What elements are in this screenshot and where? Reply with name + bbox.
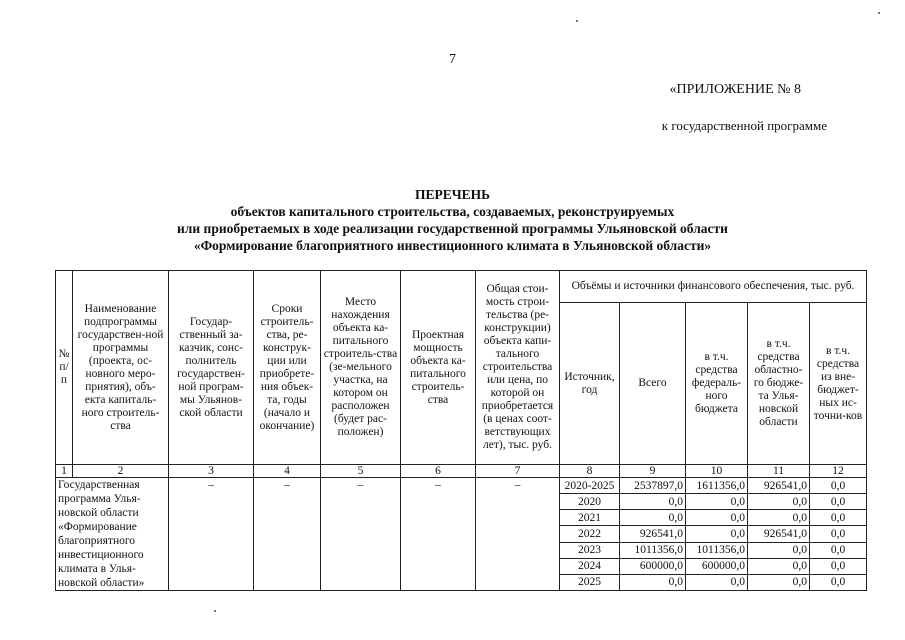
header-location: Место нахождения объекта ка-питального строитель-ства (зе-мельного участка, на котором он расположен (будет рас-положен) xyxy=(321,271,401,465)
column-number: 12 xyxy=(810,465,867,478)
header-terms: Сроки строитель-ства, ре-конструк-ции или приобрете-ния объек-та, годы (начало и окончание) xyxy=(254,271,321,465)
extrabudget-value: 0,0 xyxy=(810,542,867,558)
header-extrabudget: в т.ч. средства из вне-бюджет-ных ис-точни-ков xyxy=(810,303,867,465)
appendix-subtitle: к государственной программе xyxy=(661,118,827,133)
column-number: 10 xyxy=(686,465,748,478)
regional-value: 0,0 xyxy=(748,542,810,558)
header-finance-group: Объёмы и источники финансового обеспечения, тыс. руб. xyxy=(560,271,867,303)
column-number: 3 xyxy=(169,465,254,478)
heading-line-2: объектов капитального строительства, создаваемых, реконструируемых xyxy=(230,204,675,219)
scan-speck xyxy=(878,12,880,14)
total-value: 600000,0 xyxy=(620,558,686,574)
column-number: 8 xyxy=(560,465,620,478)
source-year: 2020 xyxy=(560,494,620,510)
regional-value: 0,0 xyxy=(748,558,810,574)
extrabudget-value: 0,0 xyxy=(810,526,867,542)
source-year: 2020-2025 xyxy=(560,478,620,494)
capacity-dash: – xyxy=(401,478,476,591)
extrabudget-value: 0,0 xyxy=(810,574,867,590)
federal-value: 0,0 xyxy=(686,526,748,542)
objects-table xyxy=(55,270,867,591)
regional-value: 926541,0 xyxy=(748,478,810,494)
program-name: Государственная программа Улья-новской области «Формирование благоприятного инвестиционного климата в Улья-новской области» xyxy=(56,478,169,591)
header-regional: в т.ч. средства областно-го бюдже-та Улья-новской области xyxy=(748,303,810,465)
federal-value: 1011356,0 xyxy=(686,542,748,558)
source-year: 2021 xyxy=(560,510,620,526)
terms-dash: – xyxy=(254,478,321,591)
regional-value: 0,0 xyxy=(748,510,810,526)
column-number: 5 xyxy=(321,465,401,478)
header-capacity: Проектная мощность объекта ка-питального строитель-ства xyxy=(401,271,476,465)
extrabudget-value: 0,0 xyxy=(810,510,867,526)
federal-value: 0,0 xyxy=(686,574,748,590)
total-value: 2537897,0 xyxy=(620,478,686,494)
customer-dash: – xyxy=(169,478,254,591)
federal-value: 0,0 xyxy=(686,494,748,510)
header-total: Всего xyxy=(620,303,686,465)
regional-value: 0,0 xyxy=(748,574,810,590)
heading-title: ПЕРЕЧЕНЬ xyxy=(414,187,491,202)
column-number: 7 xyxy=(476,465,560,478)
regional-value: 926541,0 xyxy=(748,526,810,542)
appendix-title: «ПРИЛОЖЕНИЕ № 8 xyxy=(669,82,801,97)
total-value: 1011356,0 xyxy=(620,542,686,558)
federal-value: 600000,0 xyxy=(686,558,748,574)
header-cost: Общая стои-мость строи-тельства (ре-конструкции) объекта капи-тального строительства или цена, по которой он приобретается (в ценах соот-ветствующих лет), тыс. руб. xyxy=(476,271,560,465)
heading-line-3: или приобретаемых в ходе реализации государственной программы Ульяновской области xyxy=(177,221,728,236)
extrabudget-value: 0,0 xyxy=(810,494,867,510)
scan-speck xyxy=(576,20,578,22)
column-number: 2 xyxy=(73,465,169,478)
column-number: 11 xyxy=(748,465,810,478)
table-row xyxy=(56,478,867,494)
regional-value: 0,0 xyxy=(748,494,810,510)
header-num: № п/п xyxy=(56,271,73,465)
federal-value: 0,0 xyxy=(686,510,748,526)
scan-speck xyxy=(214,610,216,612)
column-number: 6 xyxy=(401,465,476,478)
total-value: 926541,0 xyxy=(620,526,686,542)
source-year: 2022 xyxy=(560,526,620,542)
page-number: 7 xyxy=(449,52,456,67)
source-year: 2024 xyxy=(560,558,620,574)
header-customer: Государ-ственный за-казчик, соис-полнитель государствен-ной програм-мы Ульянов-ской области xyxy=(169,271,254,465)
column-number: 1 xyxy=(56,465,73,478)
column-number-row xyxy=(56,465,867,478)
document-heading xyxy=(0,186,905,254)
source-year: 2025 xyxy=(560,574,620,590)
header-name: Наименование подпрограммы государствен-ной программы (проекта, ос-новного меро-приятия), объ-екта капиталь-ного строитель-ства xyxy=(73,271,169,465)
header-federal: в т.ч. средства федераль-ного бюджета xyxy=(686,303,748,465)
heading-line-4: «Формирование благоприятного инвестиционного климата в Ульяновской области» xyxy=(193,238,712,253)
location-dash: – xyxy=(321,478,401,591)
column-number: 4 xyxy=(254,465,321,478)
header-source: Источник, год xyxy=(560,303,620,465)
extrabudget-value: 0,0 xyxy=(810,558,867,574)
total-value: 0,0 xyxy=(620,510,686,526)
total-value: 0,0 xyxy=(620,494,686,510)
column-number: 9 xyxy=(620,465,686,478)
cost-dash: – xyxy=(476,478,560,591)
source-year: 2023 xyxy=(560,542,620,558)
total-value: 0,0 xyxy=(620,574,686,590)
extrabudget-value: 0,0 xyxy=(810,478,867,494)
federal-value: 1611356,0 xyxy=(686,478,748,494)
